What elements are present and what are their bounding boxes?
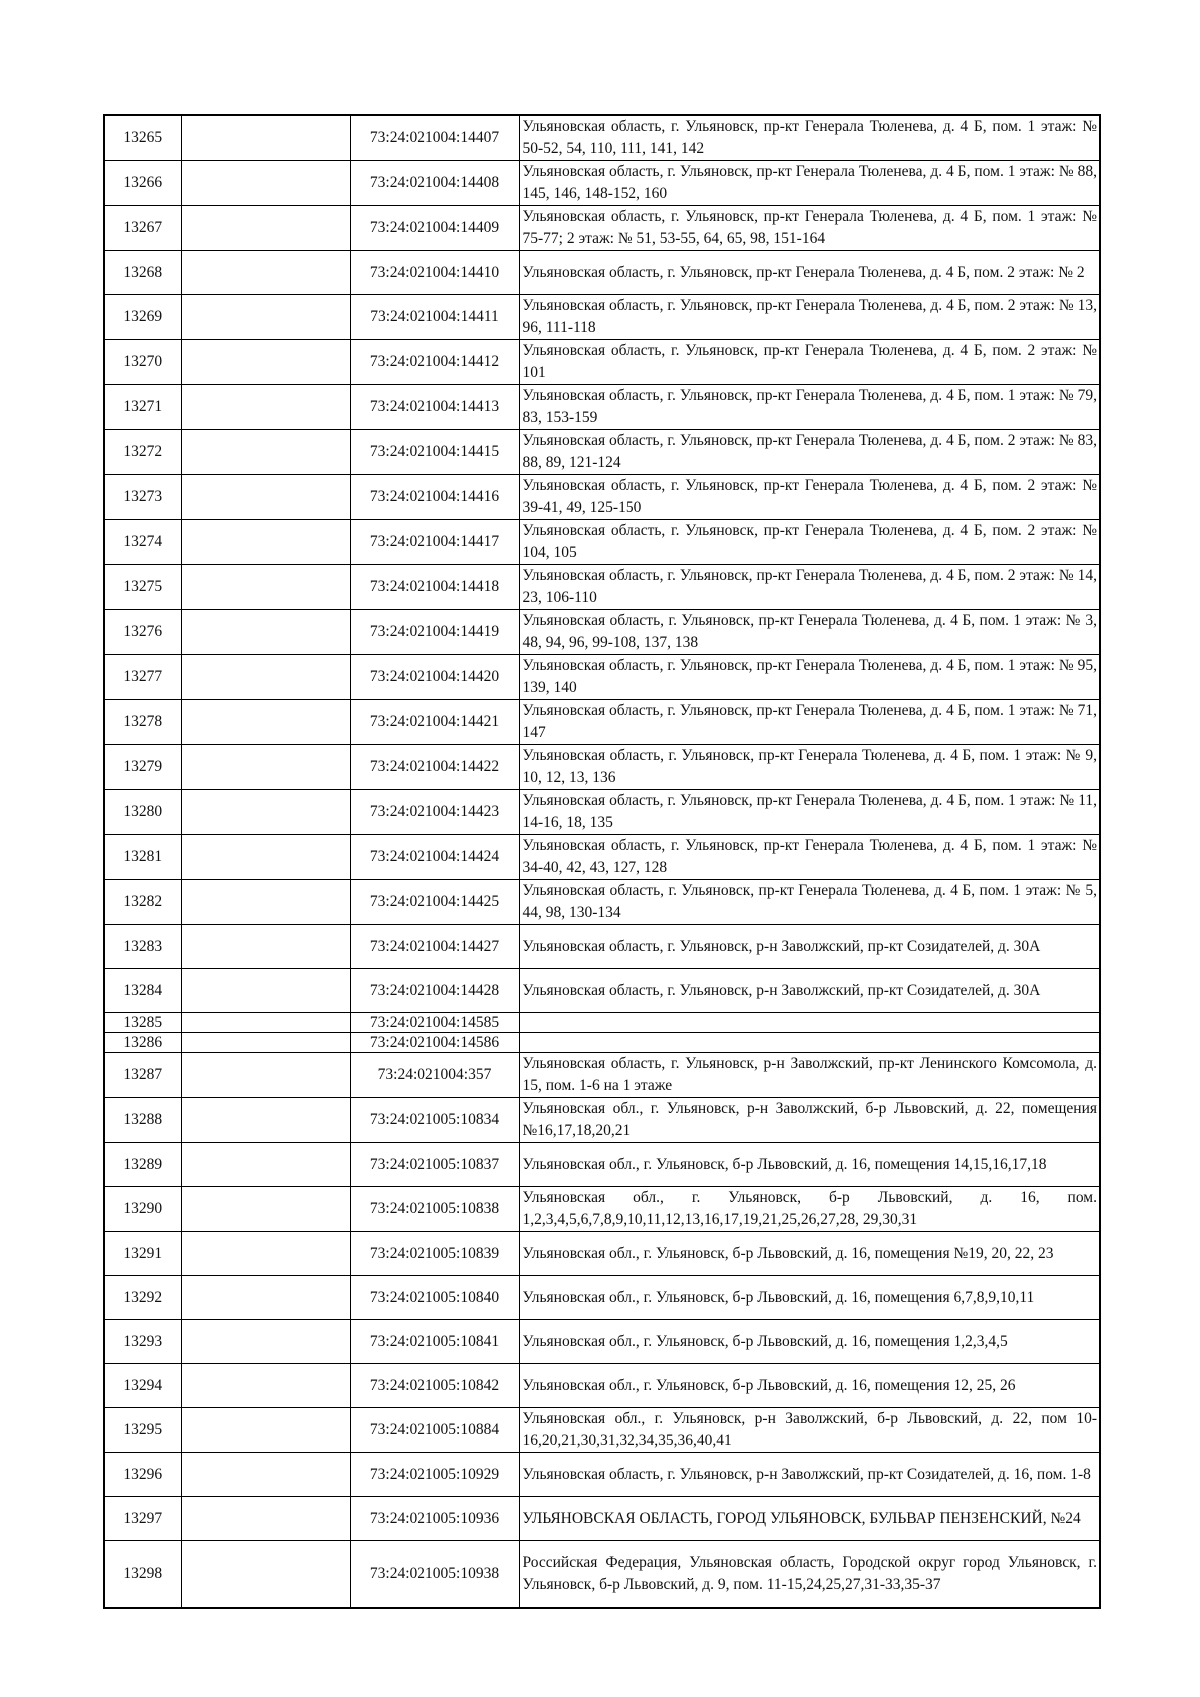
cadastral-number-cell: 73:24:021005:10938 xyxy=(350,1541,519,1609)
row-number-cell: 13273 xyxy=(104,475,181,520)
row-number-cell: 13298 xyxy=(104,1541,181,1609)
owner-cell xyxy=(181,835,350,880)
address-cell: Ульяновская область, г. Ульяновск, р-н Заволжский, пр-кт Созидателей, д. 16, пом. 1-8 xyxy=(519,1453,1100,1497)
cadastral-number-cell: 73:24:021004:14418 xyxy=(350,565,519,610)
address-cell: Ульяновская обл., г. Ульяновск, б-р Львовский, д. 16, помещения 6,7,8,9,10,11 xyxy=(519,1276,1100,1320)
row-number-cell: 13284 xyxy=(104,969,181,1013)
row-number-cell: 13270 xyxy=(104,340,181,385)
address-cell: Ульяновская область, г. Ульяновск, пр-кт Генерала Тюленева, д. 4 Б, пом. 2 этаж: № 2 xyxy=(519,251,1100,295)
row-number-cell: 13287 xyxy=(104,1053,181,1098)
cadastral-number-cell: 73:24:021005:10929 xyxy=(350,1453,519,1497)
cadastral-number-cell: 73:24:021005:10837 xyxy=(350,1143,519,1187)
owner-cell xyxy=(181,251,350,295)
owner-cell xyxy=(181,430,350,475)
table-row xyxy=(104,385,1100,430)
cadastral-number-cell: 73:24:021005:10834 xyxy=(350,1098,519,1143)
address-cell: Ульяновская область, г. Ульяновск, пр-кт Генерала Тюленева, д. 4 Б, пом. 1 этаж: № 34-40, 42, 43, 127, 128 xyxy=(519,835,1100,880)
owner-cell xyxy=(181,565,350,610)
cadastral-number-cell: 73:24:021004:14419 xyxy=(350,610,519,655)
table-row xyxy=(104,835,1100,880)
address-cell: Ульяновская область, г. Ульяновск, пр-кт Генерала Тюленева, д. 4 Б, пом. 2 этаж: № 101 xyxy=(519,340,1100,385)
table-row xyxy=(104,520,1100,565)
owner-cell xyxy=(181,161,350,206)
table-row xyxy=(104,251,1100,295)
row-number-cell: 13272 xyxy=(104,430,181,475)
row-number-cell: 13278 xyxy=(104,700,181,745)
table-row xyxy=(104,969,1100,1013)
cadastral-number-cell: 73:24:021004:14421 xyxy=(350,700,519,745)
row-number-cell: 13285 xyxy=(104,1013,181,1033)
address-cell: Ульяновская обл., г. Ульяновск, б-р Львовский, д. 16, пом. 1,2,3,4,5,6,7,8,9,10,11,12,13,16,17,19,21,25,26,27,28, 29,30,31 xyxy=(519,1187,1100,1232)
table-row xyxy=(104,340,1100,385)
cadastral-number-cell: 73:24:021005:10838 xyxy=(350,1187,519,1232)
owner-cell xyxy=(181,1497,350,1541)
owner-cell xyxy=(181,1453,350,1497)
row-number-cell: 13283 xyxy=(104,925,181,969)
table-row xyxy=(104,1098,1100,1143)
table-row xyxy=(104,115,1100,161)
address-cell: Ульяновская область, г. Ульяновск, пр-кт Генерала Тюленева, д. 4 Б, пом. 1 этаж: № 50-52, 54, 110, 111, 141, 142 xyxy=(519,115,1100,161)
address-cell: Ульяновская область, г. Ульяновск, пр-кт Генерала Тюленева, д. 4 Б, пом. 2 этаж: № 39-41, 49, 125-150 xyxy=(519,475,1100,520)
address-cell: УЛЬЯНОВСКАЯ ОБЛАСТЬ, ГОРОД УЛЬЯНОВСК, БУЛЬВАР ПЕНЗЕНСКИЙ, №24 xyxy=(519,1497,1100,1541)
owner-cell xyxy=(181,610,350,655)
address-cell: Ульяновская область, г. Ульяновск, пр-кт Генерала Тюленева, д. 4 Б, пом. 2 этаж: № 83, 88, 89, 121-124 xyxy=(519,430,1100,475)
table-row xyxy=(104,925,1100,969)
table-row xyxy=(104,1453,1100,1497)
owner-cell xyxy=(181,1098,350,1143)
table-row xyxy=(104,1276,1100,1320)
row-number-cell: 13291 xyxy=(104,1232,181,1276)
row-number-cell: 13276 xyxy=(104,610,181,655)
address-cell xyxy=(519,1013,1100,1033)
table-row xyxy=(104,565,1100,610)
owner-cell xyxy=(181,1320,350,1364)
property-registry-table xyxy=(103,114,1101,1609)
address-cell: Ульяновская обл., г. Ульяновск, б-р Львовский, д. 16, помещения 14,15,16,17,18 xyxy=(519,1143,1100,1187)
owner-cell xyxy=(181,790,350,835)
cadastral-number-cell: 73:24:021004:14428 xyxy=(350,969,519,1013)
owner-cell xyxy=(181,115,350,161)
owner-cell xyxy=(181,475,350,520)
row-number-cell: 13280 xyxy=(104,790,181,835)
table-row xyxy=(104,790,1100,835)
cadastral-number-cell: 73:24:021005:10839 xyxy=(350,1232,519,1276)
row-number-cell: 13295 xyxy=(104,1408,181,1453)
row-number-cell: 13274 xyxy=(104,520,181,565)
cadastral-number-cell: 73:24:021004:14586 xyxy=(350,1033,519,1053)
row-number-cell: 13281 xyxy=(104,835,181,880)
cadastral-number-cell: 73:24:021004:14411 xyxy=(350,295,519,340)
owner-cell xyxy=(181,969,350,1013)
cadastral-number-cell: 73:24:021004:14410 xyxy=(350,251,519,295)
registry-table-body xyxy=(104,115,1100,1608)
table-row xyxy=(104,1053,1100,1098)
table-row xyxy=(104,700,1100,745)
address-cell: Ульяновская область, г. Ульяновск, пр-кт Генерала Тюленева, д. 4 Б, пом. 2 этаж: № 14, 23, 106-110 xyxy=(519,565,1100,610)
address-cell: Российская Федерация, Ульяновская область, Городской округ город Ульяновск, г. Ульяновск, б-р Львовский, д. 9, пом. 11-15,24,25,27,31-33,35-37 xyxy=(519,1541,1100,1609)
cadastral-number-cell: 73:24:021005:10842 xyxy=(350,1364,519,1408)
row-number-cell: 13279 xyxy=(104,745,181,790)
cadastral-number-cell: 73:24:021004:14407 xyxy=(350,115,519,161)
owner-cell xyxy=(181,1187,350,1232)
cadastral-number-cell: 73:24:021004:14408 xyxy=(350,161,519,206)
table-row xyxy=(104,1364,1100,1408)
address-cell: Ульяновская обл., г. Ульяновск, б-р Львовский, д. 16, помещения 1,2,3,4,5 xyxy=(519,1320,1100,1364)
address-cell: Ульяновская обл., г. Ульяновск, р-н Заволжский, б-р Львовский, д. 22, пом 10-16,20,21,30,31,32,34,35,36,40,41 xyxy=(519,1408,1100,1453)
address-cell: Ульяновская область, г. Ульяновск, р-н Заволжский, пр-кт Созидателей, д. 30А xyxy=(519,925,1100,969)
address-cell: Ульяновская область, г. Ульяновск, пр-кт Генерала Тюленева, д. 4 Б, пом. 1 этаж: № 95, 139, 140 xyxy=(519,655,1100,700)
table-row xyxy=(104,610,1100,655)
owner-cell xyxy=(181,340,350,385)
owner-cell xyxy=(181,1364,350,1408)
row-number-cell: 13265 xyxy=(104,115,181,161)
table-row xyxy=(104,206,1100,251)
address-cell: Ульяновская обл., г. Ульяновск, б-р Львовский, д. 16, помещения 12, 25, 26 xyxy=(519,1364,1100,1408)
row-number-cell: 13294 xyxy=(104,1364,181,1408)
row-number-cell: 13288 xyxy=(104,1098,181,1143)
owner-cell xyxy=(181,1408,350,1453)
table-row xyxy=(104,1320,1100,1364)
address-cell: Ульяновская область, г. Ульяновск, пр-кт Генерала Тюленева, д. 4 Б, пом. 1 этаж: № 9, 10, 12, 13, 136 xyxy=(519,745,1100,790)
owner-cell xyxy=(181,520,350,565)
cadastral-number-cell: 73:24:021004:14420 xyxy=(350,655,519,700)
address-cell: Ульяновская область, г. Ульяновск, пр-кт Генерала Тюленева, д. 4 Б, пом. 2 этаж: № 104, 105 xyxy=(519,520,1100,565)
owner-cell xyxy=(181,745,350,790)
address-cell: Ульяновская область, г. Ульяновск, пр-кт Генерала Тюленева, д. 4 Б, пом. 1 этаж: № 11, 14-16, 18, 135 xyxy=(519,790,1100,835)
row-number-cell: 13275 xyxy=(104,565,181,610)
table-row xyxy=(104,161,1100,206)
row-number-cell: 13293 xyxy=(104,1320,181,1364)
cadastral-number-cell: 73:24:021004:14409 xyxy=(350,206,519,251)
address-cell: Ульяновская обл., г. Ульяновск, б-р Львовский, д. 16, помещения №19, 20, 22, 23 xyxy=(519,1232,1100,1276)
table-row xyxy=(104,745,1100,790)
row-number-cell: 13267 xyxy=(104,206,181,251)
table-row xyxy=(104,880,1100,925)
row-number-cell: 13289 xyxy=(104,1143,181,1187)
address-cell: Ульяновская область, г. Ульяновск, пр-кт Генерала Тюленева, д. 4 Б, пом. 1 этаж: № 71, 147 xyxy=(519,700,1100,745)
address-cell: Ульяновская область, г. Ульяновск, р-н Заволжский, пр-кт Созидателей, д. 30А xyxy=(519,969,1100,1013)
cadastral-number-cell: 73:24:021004:14415 xyxy=(350,430,519,475)
row-number-cell: 13282 xyxy=(104,880,181,925)
table-row xyxy=(104,1497,1100,1541)
table-row xyxy=(104,430,1100,475)
address-cell: Ульяновская область, г. Ульяновск, пр-кт Генерала Тюленева, д. 4 Б, пом. 1 этаж: № 88, 145, 146, 148-152, 160 xyxy=(519,161,1100,206)
address-cell: Ульяновская область, г. Ульяновск, р-н Заволжский, пр-кт Ленинского Комсомола, д. 15, пом. 1-6 на 1 этаже xyxy=(519,1053,1100,1098)
cadastral-number-cell: 73:24:021004:14422 xyxy=(350,745,519,790)
table-row xyxy=(104,1033,1100,1053)
owner-cell xyxy=(181,1013,350,1033)
cadastral-number-cell: 73:24:021004:14416 xyxy=(350,475,519,520)
owner-cell xyxy=(181,1143,350,1187)
row-number-cell: 13271 xyxy=(104,385,181,430)
table-row xyxy=(104,1143,1100,1187)
table-row xyxy=(104,1408,1100,1453)
cadastral-number-cell: 73:24:021004:14412 xyxy=(350,340,519,385)
owner-cell xyxy=(181,206,350,251)
cadastral-number-cell: 73:24:021004:357 xyxy=(350,1053,519,1098)
table-row xyxy=(104,1187,1100,1232)
owner-cell xyxy=(181,1232,350,1276)
cadastral-number-cell: 73:24:021004:14417 xyxy=(350,520,519,565)
row-number-cell: 13268 xyxy=(104,251,181,295)
owner-cell xyxy=(181,1276,350,1320)
cadastral-number-cell: 73:24:021005:10936 xyxy=(350,1497,519,1541)
cadastral-number-cell: 73:24:021004:14427 xyxy=(350,925,519,969)
cadastral-number-cell: 73:24:021004:14423 xyxy=(350,790,519,835)
owner-cell xyxy=(181,655,350,700)
table-row xyxy=(104,475,1100,520)
table-row xyxy=(104,295,1100,340)
row-number-cell: 13277 xyxy=(104,655,181,700)
table-row xyxy=(104,1541,1100,1609)
address-cell: Ульяновская область, г. Ульяновск, пр-кт Генерала Тюленева, д. 4 Б, пом. 1 этаж: № 5, 44, 98, 130-134 xyxy=(519,880,1100,925)
cadastral-number-cell: 73:24:021004:14413 xyxy=(350,385,519,430)
cadastral-number-cell: 73:24:021005:10840 xyxy=(350,1276,519,1320)
row-number-cell: 13290 xyxy=(104,1187,181,1232)
owner-cell xyxy=(181,1053,350,1098)
cadastral-number-cell: 73:24:021004:14424 xyxy=(350,835,519,880)
table-row xyxy=(104,1232,1100,1276)
address-cell: Ульяновская область, г. Ульяновск, пр-кт Генерала Тюленева, д. 4 Б, пом. 1 этаж: № 79, 83, 153-159 xyxy=(519,385,1100,430)
address-cell: Ульяновская обл., г. Ульяновск, р-н Заволжский, б-р Львовский, д. 22, помещения №16,17,18,20,21 xyxy=(519,1098,1100,1143)
table-row xyxy=(104,655,1100,700)
row-number-cell: 13292 xyxy=(104,1276,181,1320)
owner-cell xyxy=(181,385,350,430)
table-row xyxy=(104,1013,1100,1033)
address-cell: Ульяновская область, г. Ульяновск, пр-кт Генерала Тюленева, д. 4 Б, пом. 2 этаж: № 13, 96, 111-118 xyxy=(519,295,1100,340)
address-cell xyxy=(519,1033,1100,1053)
row-number-cell: 13296 xyxy=(104,1453,181,1497)
owner-cell xyxy=(181,1541,350,1609)
cadastral-number-cell: 73:24:021004:14585 xyxy=(350,1013,519,1033)
row-number-cell: 13269 xyxy=(104,295,181,340)
address-cell: Ульяновская область, г. Ульяновск, пр-кт Генерала Тюленева, д. 4 Б, пом. 1 этаж: № 75-77; 2 этаж: № 51, 53-55, 64, 65, 98, 151-164 xyxy=(519,206,1100,251)
cadastral-number-cell: 73:24:021005:10884 xyxy=(350,1408,519,1453)
cadastral-number-cell: 73:24:021004:14425 xyxy=(350,880,519,925)
owner-cell xyxy=(181,880,350,925)
row-number-cell: 13266 xyxy=(104,161,181,206)
address-cell: Ульяновская область, г. Ульяновск, пр-кт Генерала Тюленева, д. 4 Б, пом. 1 этаж: № 3, 48, 94, 96, 99-108, 137, 138 xyxy=(519,610,1100,655)
row-number-cell: 13297 xyxy=(104,1497,181,1541)
row-number-cell: 13286 xyxy=(104,1033,181,1053)
owner-cell xyxy=(181,700,350,745)
owner-cell xyxy=(181,925,350,969)
owner-cell xyxy=(181,1033,350,1053)
owner-cell xyxy=(181,295,350,340)
cadastral-number-cell: 73:24:021005:10841 xyxy=(350,1320,519,1364)
